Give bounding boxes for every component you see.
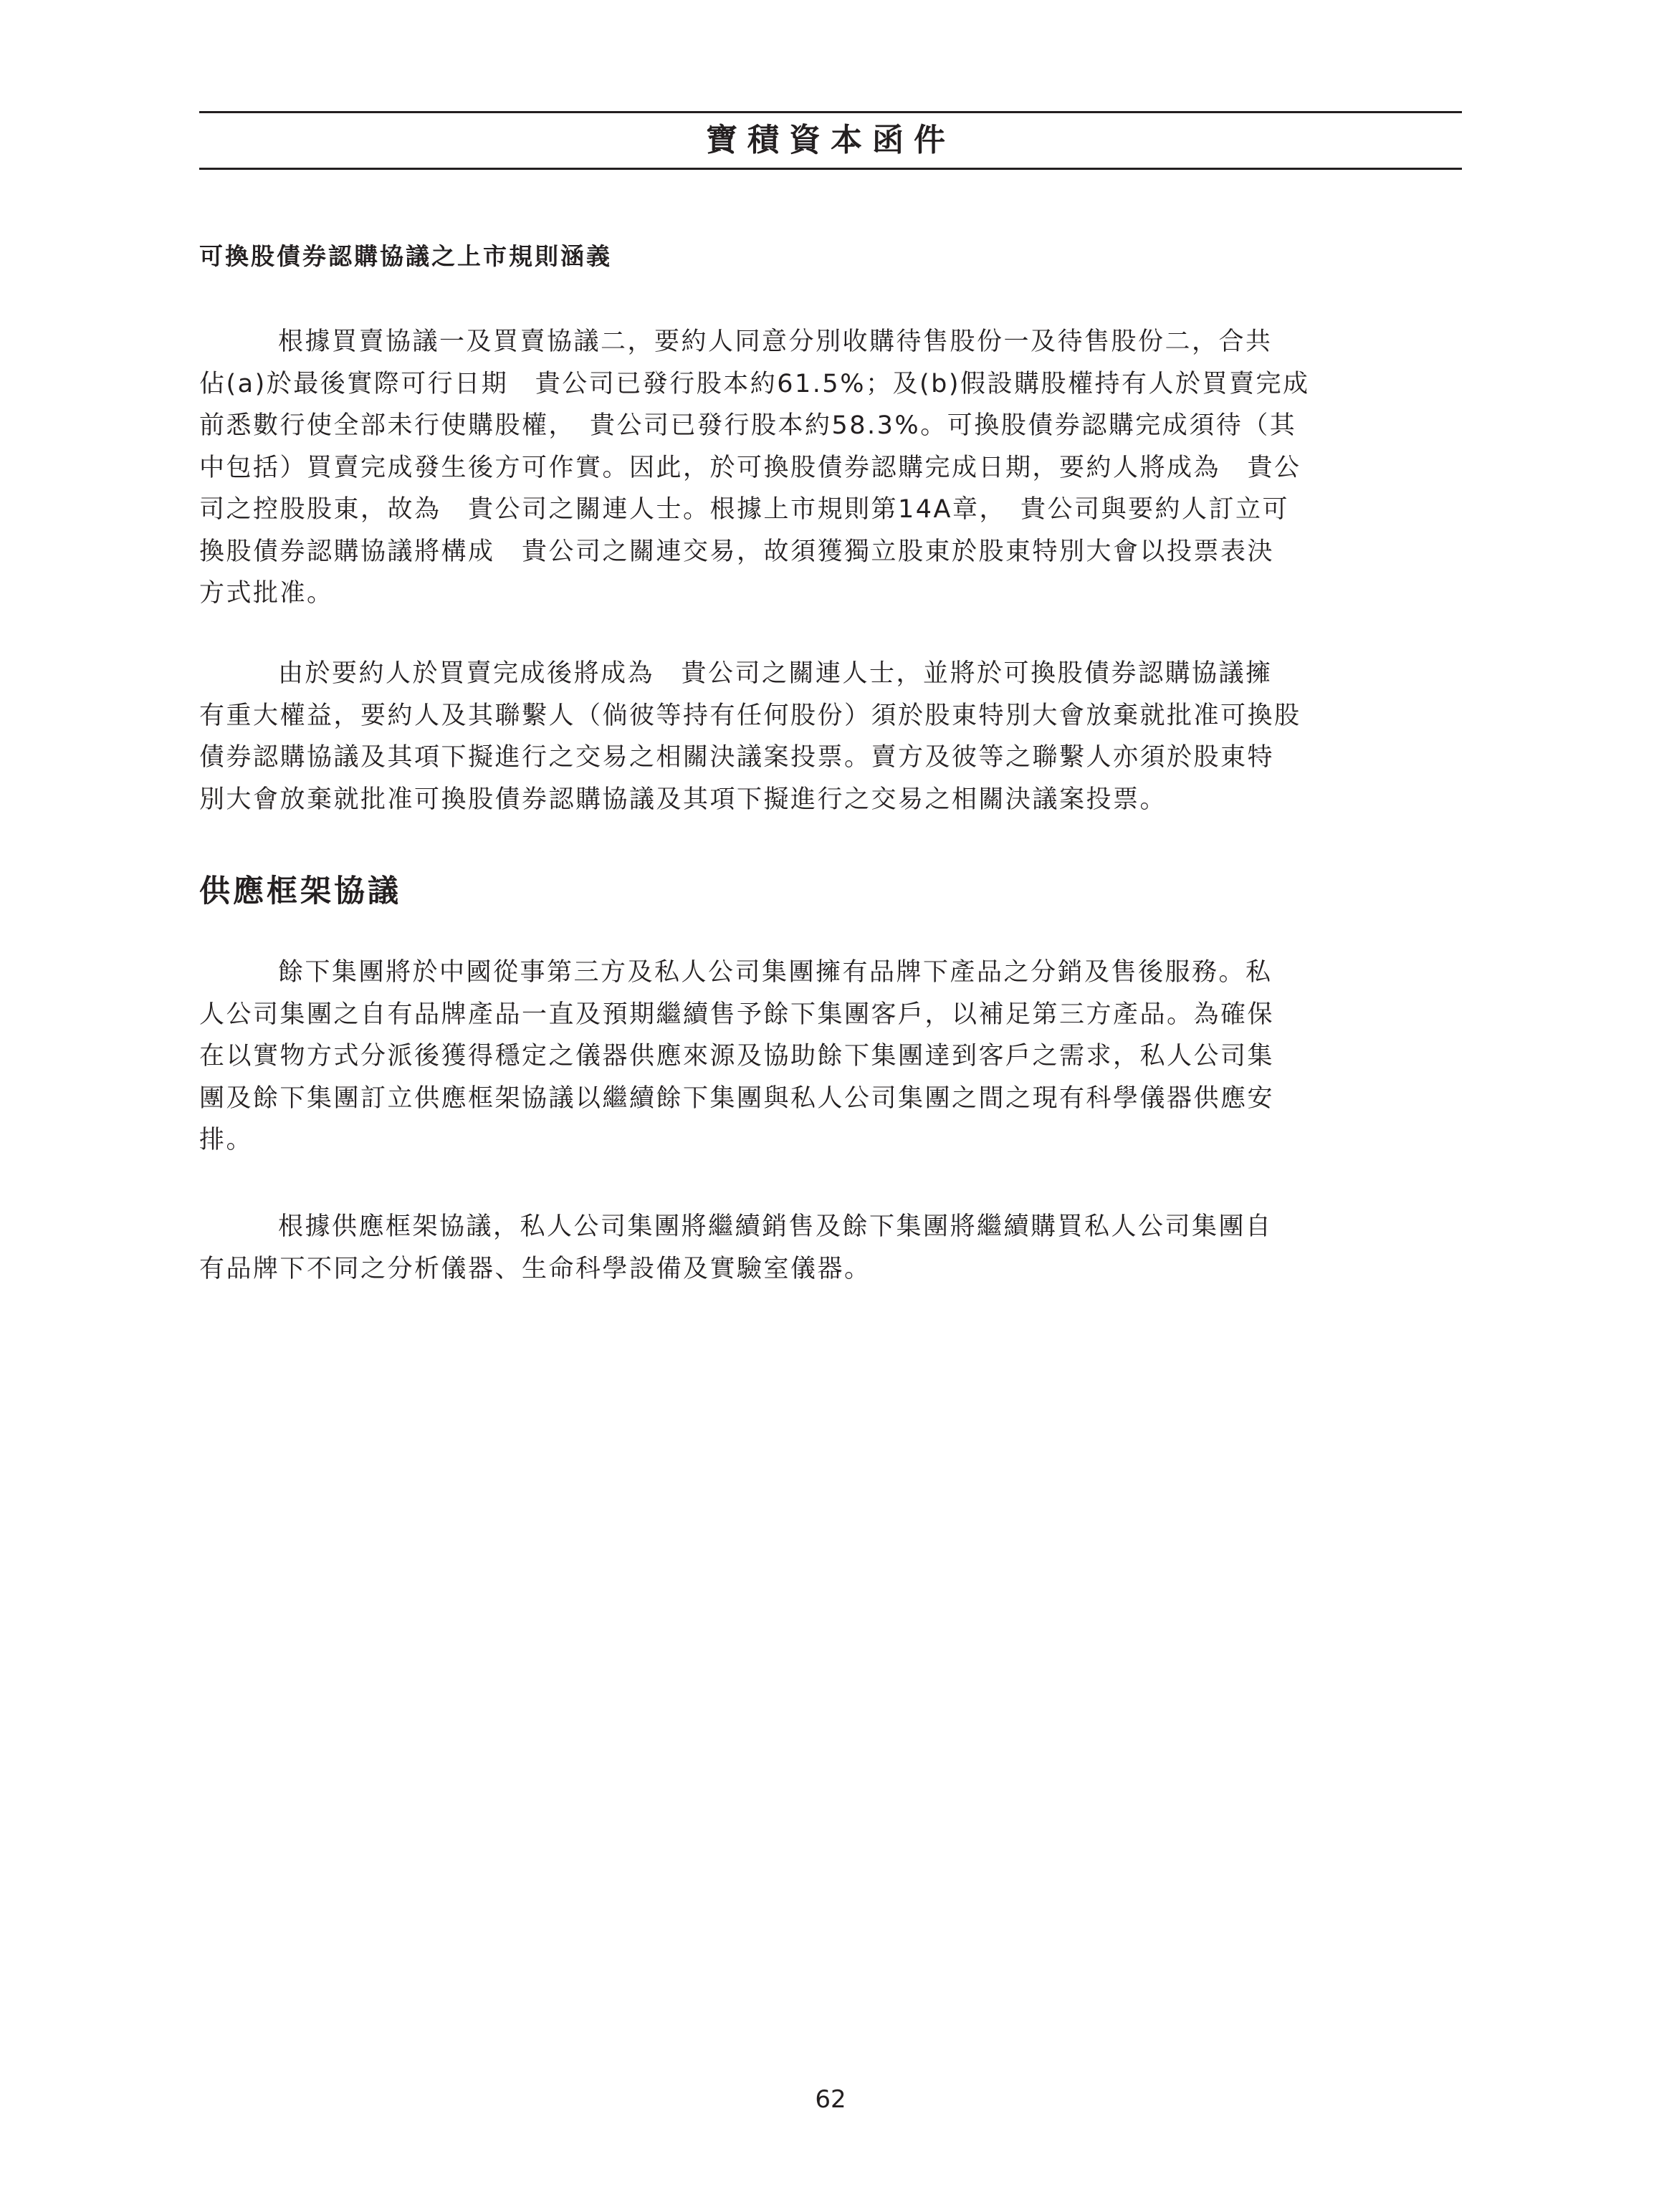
paragraph-line: 有重大權益，要約人及其聯繫人（倘彼等持有任何股份）須於股東特別大會放棄就批准可換股 bbox=[199, 701, 1301, 730]
header-top-rule bbox=[199, 111, 1462, 113]
paragraph-line: 團及餘下集團訂立供應框架協議以繼續餘下集團與私人公司集團之間之現有科學儀器供應安 bbox=[199, 1083, 1275, 1113]
paragraph-supply-terms bbox=[199, 1206, 1462, 1290]
paragraph-line: 排。 bbox=[199, 1126, 254, 1154]
paragraph-abstain-voting bbox=[199, 653, 1462, 820]
paragraph-line: 佔(a)於最後實際可行日期 貴公司已發行股本約61.5%；及(b)假設購股權持有人於買賣完成 bbox=[199, 369, 1310, 398]
paragraph-line: 債券認購協議及其項下擬進行之交易之相關決議案投票。賣方及彼等之聯繫人亦須於股東特 bbox=[199, 743, 1275, 772]
letter-header-title: 寶積資本函件 bbox=[706, 122, 955, 158]
paragraph-line: 在以實物方式分派後獲得穩定之儀器供應來源及協助餘下集團達到客戶之需求，私人公司集 bbox=[199, 1042, 1275, 1071]
paragraph-line: 由於要約人於買賣完成後將成為 貴公司之關連人士，並將於可換股債券認購協議擁 bbox=[278, 659, 1273, 688]
paragraph-line: 換股債券認購協議將構成 貴公司之關連交易，故須獲獨立股東於股東特別大會以投票表決 bbox=[199, 537, 1275, 566]
paragraph-line: 中包括）買賣完成發生後方可作實。因此，於可換股債券認購完成日期，要約人將成為 貴公 bbox=[199, 453, 1301, 482]
paragraph-line: 前悉數行使全部未行使購股權， 貴公司已發行股本約58.3%。可換股債券認購完成須待（其 bbox=[199, 411, 1297, 440]
paragraph-line: 方式批准。 bbox=[199, 579, 334, 608]
section-heading-supply-framework: 供應框架協議 bbox=[199, 873, 401, 909]
paragraph-line: 根據供應框架協議，私人公司集團將繼續銷售及餘下集團將繼續購買私人公司集團自 bbox=[278, 1212, 1273, 1241]
paragraph-line: 根據買賣協議一及買賣協議二，要約人同意分別收購待售股份一及待售股份二，合共 bbox=[278, 327, 1273, 356]
paragraph-supply-background bbox=[199, 952, 1462, 1162]
paragraph-line: 司之控股股東，故為 貴公司之關連人士。根據上市規則第14A章， 貴公司與要約人訂立可 bbox=[199, 495, 1289, 524]
paragraph-line: 人公司集團之自有品牌產品一直及預期繼續售予餘下集團客戶，以補足第三方產品。為確保 bbox=[199, 1000, 1275, 1029]
paragraph-line: 有品牌下不同之分析儀器、生命科學設備及實驗室儀器。 bbox=[199, 1254, 871, 1283]
paragraph-connected-transaction bbox=[199, 321, 1462, 615]
paragraph-line: 餘下集團將於中國從事第三方及私人公司集團擁有品牌下產品之分銷及售後服務。私 bbox=[278, 958, 1273, 987]
header-bottom-rule bbox=[199, 168, 1462, 170]
page-number: 62 bbox=[815, 2085, 846, 2114]
subheading-listing-rules-implications: 可換股債券認購協議之上市規則涵義 bbox=[199, 242, 612, 270]
paragraph-line: 別大會放棄就批准可換股債券認購協議及其項下擬進行之交易之相關決議案投票。 bbox=[199, 785, 1167, 814]
